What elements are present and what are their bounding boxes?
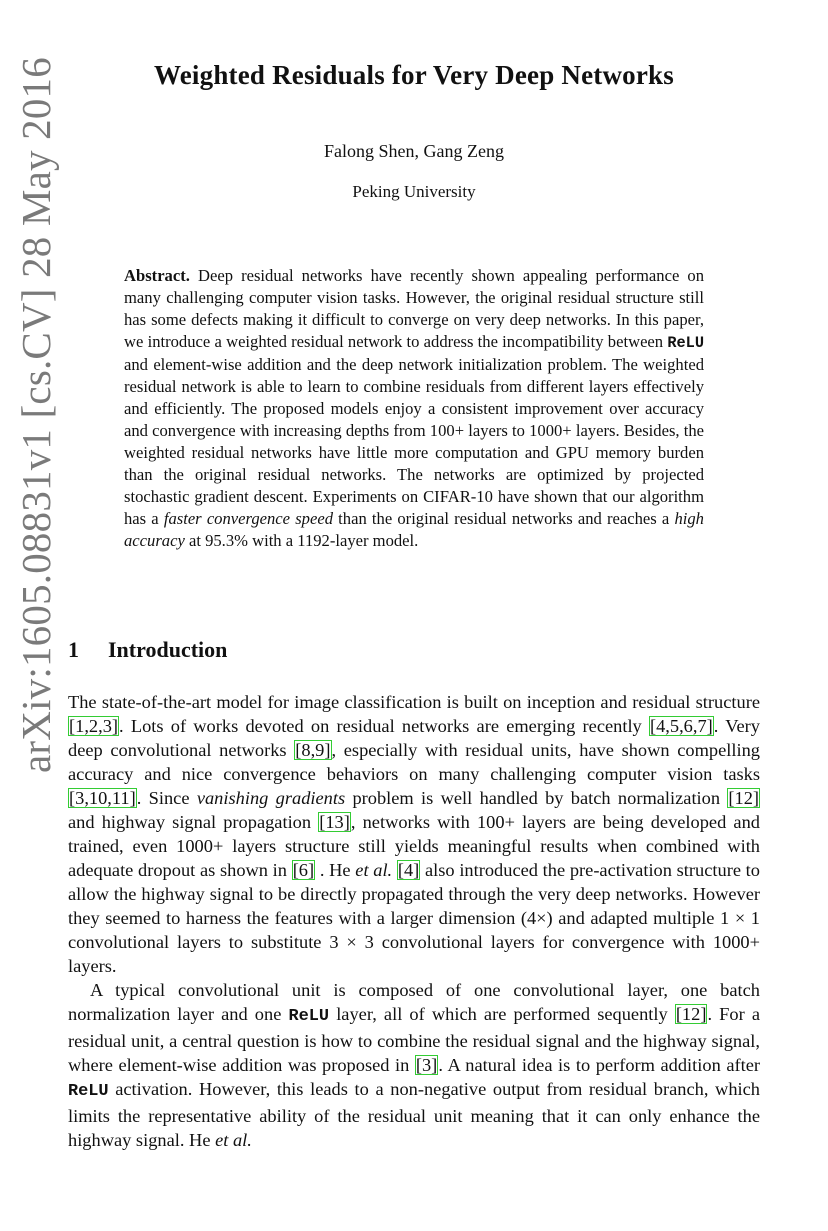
citation-link[interactable]: [8,9]: [295, 740, 331, 760]
citation-link[interactable]: [4,5,6,7]: [649, 716, 713, 736]
citation-link[interactable]: [13]: [319, 812, 350, 832]
abstract-text: Deep residual networks have recently shown appealing performance on many challenging computer vision tasks. However, the original residual structure still has some defects making it difficult to converge on very deep networks. In this paper, we introduce a weighted residual network to address the incompatibility between: [124, 266, 704, 351]
section-title: Introduction: [108, 637, 228, 662]
arxiv-sidebar: [4, 55, 68, 775]
citation-link[interactable]: [12]: [728, 788, 760, 808]
body-text: [68, 690, 760, 1152]
text-run: The state-of-the-art model for image classification is built on inception and residual structure: [68, 692, 760, 712]
text-run: . A natural idea is to perform addition after: [438, 1055, 760, 1075]
citation-link[interactable]: [6]: [292, 860, 315, 880]
text-run: , especially with residual units, have shown compelling accuracy and nice convergence behaviors on many challenging computer vision tasks: [68, 740, 760, 784]
text-run: . Very deep convolutional networks: [68, 716, 760, 760]
paragraph-1: [68, 690, 760, 978]
abstract-emphasis: faster convergence speed: [163, 509, 333, 528]
citation-link[interactable]: [4]: [397, 860, 420, 880]
paper-authors: Falong Shen, Gang Zeng: [324, 141, 504, 161]
text-run: . Since: [136, 788, 197, 808]
abstract-text: and element-wise addition and the deep network initialization problem. The weighted residual network is able to learn to combine residuals from different layers effectively and efficiently. The proposed models enjoy a consistent improvement over accuracy and convergence with increasing depths from 100+ layers to 1000+ layers. Besides, the weighted residual networks have little more computation and GPU memory burden than the original residual networks. The networks are optimized by projected stochastic gradient descent. Experiments on CIFAR-10 have shown that our algorithm has a: [124, 355, 704, 528]
abstract: [124, 265, 704, 552]
paper-affiliation: Peking University: [352, 182, 476, 201]
citation-link[interactable]: [1,2,3]: [69, 716, 119, 736]
arxiv-identifier: arXiv:1605.08831v1 [cs.CV] 28 May 2016: [13, 57, 59, 773]
text-run: also introduced the pre-activation structure to allow the highway signal to be directly propagated through the very deep networks. However they seemed to harness the features with a larger dimension (4×) and adapted multiple 1 × 1 convolutional layers to substitute 3 × 3 convolutional layers for convergence with 1000+ layers.: [68, 860, 760, 976]
relu-code: ReLU: [68, 1082, 109, 1101]
text-run: A typical convolutional unit is composed of one convolutional layer, one batch normalization layer and one: [68, 980, 760, 1024]
paragraph-2: [68, 978, 760, 1152]
text-run: layer, all of which are performed sequently: [329, 1004, 675, 1024]
text-run: . For a residual unit, a central question is how to combine the residual signal and the highway signal, where element-wise addition was proposed in: [68, 1004, 760, 1075]
section-number: 1: [68, 637, 79, 662]
abstract-text: at 95.3% with a 1192-layer model.: [184, 531, 419, 550]
emphasis: vanishing gradients: [196, 788, 346, 808]
text-run: . Lots of works devoted on residual networks are emerging recently: [119, 716, 649, 736]
abstract-label: Abstract.: [124, 266, 190, 285]
section-heading: [68, 637, 227, 663]
text-run: problem is well handled by batch normalization: [345, 788, 728, 808]
text-run: . He: [315, 860, 356, 880]
paper-title: Weighted Residuals for Very Deep Networks: [154, 60, 674, 90]
citation-link[interactable]: [3]: [415, 1055, 438, 1075]
abstract-relu: ReLU: [667, 334, 704, 352]
abstract-emphasis: high accuracy: [124, 509, 704, 550]
text-run: , networks with 100+ layers are being developed and trained, even 1000+ layers structure still yields meaningful results when combined with adequate dropout as shown in: [68, 812, 760, 880]
relu-code: ReLU: [288, 1007, 330, 1026]
citation-link[interactable]: [3,10,11]: [69, 788, 136, 808]
citation-link[interactable]: [12]: [675, 1004, 707, 1024]
emphasis: et al.: [215, 1130, 252, 1150]
text-run: and highway signal propagation: [68, 812, 319, 832]
text-run: activation. However, this leads to a non-negative output from residual branch, which limits the representative ability of the residual unit meaning that it can only enhance the highway signal. He: [68, 1079, 760, 1150]
emphasis: et al.: [355, 860, 393, 880]
abstract-text: than the original residual networks and reaches a: [333, 509, 675, 528]
